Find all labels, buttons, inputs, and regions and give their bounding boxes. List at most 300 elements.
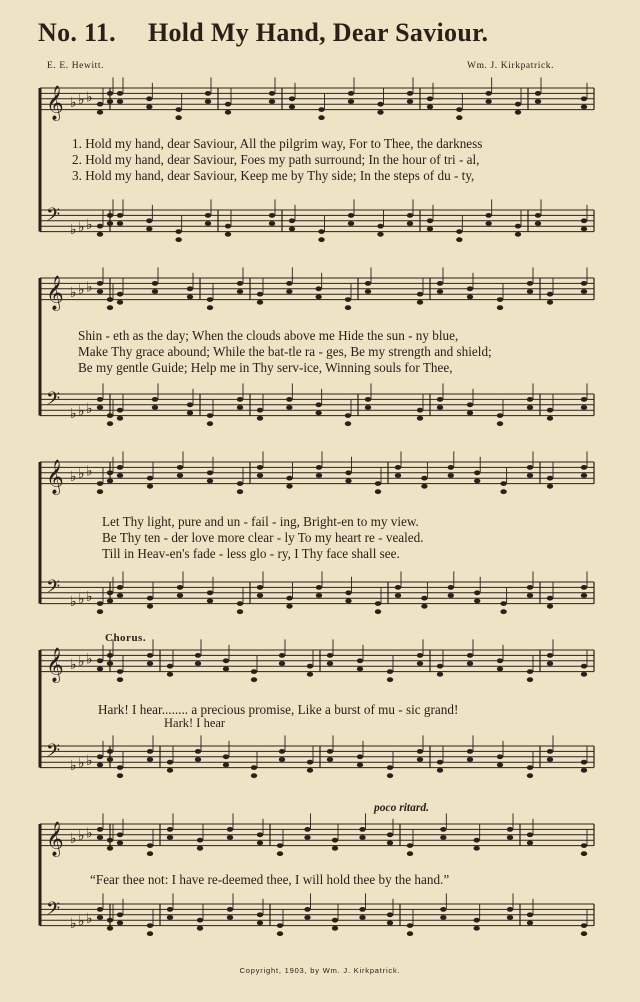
- note-head: [152, 405, 158, 410]
- chorus-line2: “Fear thee not: I have re-deemed thee, I will hold thee by the hand.”: [90, 872, 450, 887]
- note-head: [147, 851, 153, 856]
- note-head: [167, 664, 173, 669]
- bass-clef-icon: 𝄢: [46, 577, 61, 603]
- note-head: [581, 96, 587, 101]
- note-head: [167, 672, 173, 677]
- note-head: [117, 585, 123, 590]
- note-head: [365, 289, 371, 294]
- note-head: [257, 292, 263, 297]
- note-head: [497, 305, 503, 310]
- note-head: [427, 96, 433, 101]
- note-head: [581, 289, 587, 294]
- note-head: [251, 773, 257, 778]
- note-head: [152, 281, 158, 286]
- note-head: [269, 99, 275, 104]
- note-head: [197, 918, 203, 923]
- note-head: [147, 484, 153, 489]
- note-head: [421, 476, 427, 481]
- note-head: [387, 669, 393, 674]
- note-head: [107, 297, 113, 302]
- hymn-number: No. 11.: [38, 18, 116, 47]
- note-head: [387, 773, 393, 778]
- note-head: [237, 289, 243, 294]
- note-head: [117, 473, 123, 478]
- note-head: [237, 601, 243, 606]
- note-head: [417, 300, 423, 305]
- note-head: [467, 653, 473, 658]
- note-head: [225, 110, 231, 115]
- note-head: [377, 232, 383, 237]
- flat-icon: ♭: [86, 463, 93, 480]
- note-head: [315, 295, 321, 300]
- note-head: [581, 105, 587, 110]
- note-head: [387, 921, 393, 926]
- note-head: [304, 915, 310, 920]
- note-head: [387, 677, 393, 682]
- note-head: [97, 763, 103, 768]
- chorus-line1: Hark! I hear........ a precious promise, Like a burst of mu - sic grand!: [98, 702, 459, 717]
- note-head: [581, 664, 587, 669]
- note-head: [327, 757, 333, 762]
- note-head: [147, 604, 153, 609]
- note-head: [251, 669, 257, 674]
- note-head: [365, 281, 371, 286]
- note-head: [474, 590, 480, 595]
- note-head: [225, 224, 231, 229]
- note-head: [177, 593, 183, 598]
- note-head: [456, 107, 462, 112]
- note-head: [437, 397, 443, 402]
- note-head: [117, 99, 123, 104]
- note-head: [407, 213, 413, 218]
- flat-icon: ♭: [70, 94, 77, 111]
- note-head: [225, 102, 231, 107]
- flat-icon: ♭: [70, 284, 77, 301]
- flat-icon: ♭: [86, 910, 93, 927]
- note-head: [225, 232, 231, 237]
- lyricist-credit: E. E. Hewitt.: [47, 61, 105, 71]
- note-head: [547, 749, 553, 754]
- note-head: [345, 305, 351, 310]
- note-head: [195, 757, 201, 762]
- note-head: [304, 835, 310, 840]
- note-head: [257, 408, 263, 413]
- note-head: [187, 295, 193, 300]
- note-head: [474, 479, 480, 484]
- note-head: [251, 765, 257, 770]
- treble-clef-icon: 𝄞: [46, 459, 64, 495]
- note-head: [195, 653, 201, 658]
- note-head: [318, 229, 324, 234]
- note-head: [175, 237, 181, 242]
- note-head: [421, 484, 427, 489]
- note-head: [377, 110, 383, 115]
- verse1-line2: Shin - eth as the day; When the clouds above me Hide the sun - ny blue,: [78, 328, 459, 343]
- note-head: [286, 289, 292, 294]
- verse1-line1: 1. Hold my hand, dear Saviour, All the pilgrim way, For to Thee, the darkness: [72, 136, 483, 151]
- note-head: [237, 609, 243, 614]
- flat-icon: ♭: [86, 279, 93, 296]
- note-head: [332, 926, 338, 931]
- flat-icon: ♭: [70, 594, 77, 611]
- note-head: [456, 229, 462, 234]
- composer-credit: Wm. J. Kirkpatrick.: [467, 61, 555, 71]
- note-head: [485, 99, 491, 104]
- note-head: [187, 411, 193, 416]
- note-head: [97, 289, 103, 294]
- flat-icon: ♭: [78, 219, 85, 236]
- note-head: [107, 846, 113, 851]
- note-head: [515, 232, 521, 237]
- note-head: [207, 470, 213, 475]
- flat-icon: ♭: [70, 222, 77, 239]
- note-head: [107, 470, 113, 475]
- note-head: [107, 305, 113, 310]
- note-head: [535, 213, 541, 218]
- flat-icon: ♭: [86, 588, 93, 605]
- note-head: [289, 227, 295, 232]
- flat-icon: ♭: [78, 403, 85, 420]
- note-head: [387, 765, 393, 770]
- bass-clef-icon: 𝄢: [46, 741, 61, 767]
- note-head: [107, 926, 113, 931]
- note-head: [279, 749, 285, 754]
- note-head: [117, 832, 123, 837]
- note-head: [107, 479, 113, 484]
- note-head: [146, 105, 152, 110]
- note-head: [467, 661, 473, 666]
- note-head: [547, 757, 553, 762]
- note-head: [147, 476, 153, 481]
- flat-icon: ♭: [70, 468, 77, 485]
- note-head: [395, 585, 401, 590]
- note-head: [207, 413, 213, 418]
- note-head: [107, 590, 113, 595]
- flat-icon: ♭: [70, 830, 77, 847]
- flat-icon: ♭: [86, 216, 93, 233]
- note-head: [97, 224, 103, 229]
- note-head: [448, 465, 454, 470]
- note-head: [427, 218, 433, 223]
- note-head: [257, 832, 263, 837]
- note-head: [345, 479, 351, 484]
- note-head: [437, 768, 443, 773]
- note-head: [375, 601, 381, 606]
- note-head: [117, 921, 123, 926]
- note-head: [197, 846, 203, 851]
- note-head: [485, 91, 491, 96]
- note-head: [500, 481, 506, 486]
- note-head: [195, 749, 201, 754]
- note-head: [152, 397, 158, 402]
- note-head: [387, 832, 393, 837]
- note-head: [177, 465, 183, 470]
- note-head: [407, 99, 413, 104]
- verse2-line2: Make Thy grace abound; While the bat-tle ra - ges, Be my strength and shield;: [78, 344, 492, 359]
- note-head: [207, 479, 213, 484]
- note-head: [257, 465, 263, 470]
- note-head: [316, 585, 322, 590]
- note-head: [97, 915, 103, 920]
- chorus-echo: Hark! I hear: [164, 716, 226, 730]
- note-head: [117, 292, 123, 297]
- verse1-line3: Let Thy light, pure and un - fail - ing, Bright-en to my view.: [102, 514, 419, 529]
- note-head: [307, 664, 313, 669]
- note-head: [581, 851, 587, 856]
- note-head: [547, 292, 553, 297]
- note-head: [286, 596, 292, 601]
- note-head: [375, 489, 381, 494]
- note-head: [146, 218, 152, 223]
- note-head: [345, 599, 351, 604]
- note-head: [497, 421, 503, 426]
- note-head: [227, 915, 233, 920]
- note-head: [147, 931, 153, 936]
- note-head: [327, 653, 333, 658]
- note-head: [407, 851, 413, 856]
- note-head: [97, 110, 103, 115]
- note-head: [581, 843, 587, 848]
- note-head: [289, 105, 295, 110]
- note-head: [348, 221, 354, 226]
- flat-icon: ♭: [86, 400, 93, 417]
- note-head: [474, 599, 480, 604]
- note-head: [421, 596, 427, 601]
- flat-icon: ♭: [78, 755, 85, 772]
- note-head: [286, 397, 292, 402]
- note-head: [286, 484, 292, 489]
- note-head: [357, 763, 363, 768]
- note-head: [467, 295, 473, 300]
- note-head: [497, 658, 503, 663]
- note-head: [147, 843, 153, 848]
- note-head: [497, 297, 503, 302]
- note-head: [269, 91, 275, 96]
- note-head: [527, 405, 533, 410]
- flat-icon: ♭: [70, 916, 77, 933]
- note-head: [437, 672, 443, 677]
- note-head: [147, 923, 153, 928]
- note-head: [527, 281, 533, 286]
- note-head: [207, 305, 213, 310]
- note-head: [117, 213, 123, 218]
- note-head: [147, 653, 153, 658]
- note-head: [500, 601, 506, 606]
- note-heads: [97, 77, 587, 936]
- note-head: [237, 397, 243, 402]
- note-head: [547, 416, 553, 421]
- note-head: [97, 907, 103, 912]
- note-head: [332, 838, 338, 843]
- note-head: [421, 604, 427, 609]
- note-head: [440, 907, 446, 912]
- note-head: [207, 421, 213, 426]
- note-head: [107, 221, 113, 226]
- note-head: [417, 749, 423, 754]
- note-head: [187, 402, 193, 407]
- bass-clef-icon: 𝄢: [46, 389, 61, 415]
- note-head: [348, 91, 354, 96]
- note-head: [223, 754, 229, 759]
- note-head: [467, 402, 473, 407]
- note-head: [286, 476, 292, 481]
- note-head: [395, 593, 401, 598]
- note-head: [359, 835, 365, 840]
- note-head: [97, 397, 103, 402]
- note-head: [167, 915, 173, 920]
- note-head: [417, 757, 423, 762]
- note-head: [316, 593, 322, 598]
- note-head: [307, 768, 313, 773]
- note-head: [117, 300, 123, 305]
- note-head: [527, 669, 533, 674]
- note-head: [497, 763, 503, 768]
- note-head: [375, 609, 381, 614]
- note-head: [507, 827, 513, 832]
- note-head: [417, 653, 423, 658]
- note-head: [257, 300, 263, 305]
- tempo-marking: poco ritard.: [374, 802, 429, 814]
- note-head: [527, 465, 533, 470]
- note-head: [147, 757, 153, 762]
- note-head: [237, 489, 243, 494]
- verse2-line3: Be Thy ten - der love more clear - ly To my heart re - vealed.: [102, 530, 424, 545]
- note-head: [227, 835, 233, 840]
- note-head: [227, 907, 233, 912]
- note-head: [473, 838, 479, 843]
- note-head: [547, 653, 553, 658]
- note-head: [507, 835, 513, 840]
- note-head: [527, 921, 533, 926]
- note-head: [507, 907, 513, 912]
- note-head: [515, 110, 521, 115]
- note-head: [286, 405, 292, 410]
- note-head: [277, 843, 283, 848]
- note-head: [107, 91, 113, 96]
- note-head: [117, 221, 123, 226]
- note-head: [257, 593, 263, 598]
- note-head: [345, 413, 351, 418]
- note-head: [107, 918, 113, 923]
- note-head: [357, 667, 363, 672]
- note-head: [175, 107, 181, 112]
- note-head: [117, 408, 123, 413]
- verse3-line2: Be my gentle Guide; Help me in Thy serv-ice, Winning souls for Thee,: [78, 360, 453, 375]
- note-head: [467, 749, 473, 754]
- note-head: [467, 757, 473, 762]
- note-head: [97, 489, 103, 494]
- flat-icon: ♭: [86, 651, 93, 668]
- verse2-line1: 2. Hold my hand, dear Saviour, Foes my path surround; In the hour of tri - al,: [72, 152, 480, 167]
- treble-clef-icon: 𝄞: [46, 647, 64, 683]
- copyright-notice: Copyright, 1903, by Wm. J. Kirkpatrick.: [239, 966, 401, 975]
- note-head: [117, 765, 123, 770]
- note-head: [279, 653, 285, 658]
- note-head: [237, 481, 243, 486]
- note-head: [547, 408, 553, 413]
- note-head: [581, 923, 587, 928]
- treble-clef-icon: 𝄞: [46, 275, 64, 311]
- note-head: [535, 99, 541, 104]
- note-head: [327, 661, 333, 666]
- flat-icon: ♭: [78, 466, 85, 483]
- verse3-line3: Till in Heav-en's fade - less glo - ry, I Thy face shall see.: [102, 546, 400, 561]
- note-head: [527, 912, 533, 917]
- note-head: [581, 227, 587, 232]
- note-head: [581, 397, 587, 402]
- note-head: [147, 749, 153, 754]
- note-head: [359, 907, 365, 912]
- note-head: [437, 664, 443, 669]
- note-head: [251, 677, 257, 682]
- note-head: [257, 585, 263, 590]
- note-head: [581, 760, 587, 765]
- flat-icon: ♭: [86, 89, 93, 106]
- hymn-title: Hold My Hand, Dear Saviour.: [147, 18, 489, 47]
- note-head: [318, 237, 324, 242]
- note-head: [527, 585, 533, 590]
- note-head: [207, 297, 213, 302]
- note-head: [97, 609, 103, 614]
- note-head: [107, 838, 113, 843]
- note-head: [237, 405, 243, 410]
- note-head: [107, 599, 113, 604]
- note-head: [318, 107, 324, 112]
- note-head: [304, 907, 310, 912]
- note-head: [377, 224, 383, 229]
- note-head: [147, 596, 153, 601]
- note-head: [107, 757, 113, 762]
- flat-icon: ♭: [86, 825, 93, 842]
- note-head: [547, 661, 553, 666]
- note-head: [348, 213, 354, 218]
- flat-icon: ♭: [86, 752, 93, 769]
- note-head: [107, 213, 113, 218]
- note-head: [117, 669, 123, 674]
- note-head: [395, 473, 401, 478]
- note-head: [473, 918, 479, 923]
- note-head: [107, 413, 113, 418]
- note-head: [177, 473, 183, 478]
- note-head: [97, 481, 103, 486]
- treble-clef-icon: 𝄞: [46, 821, 64, 857]
- note-head: [223, 667, 229, 672]
- note-head: [485, 221, 491, 226]
- chorus-label: Chorus.: [105, 632, 147, 644]
- note-head: [387, 841, 393, 846]
- note-head: [437, 289, 443, 294]
- note-head: [547, 596, 553, 601]
- note-head: [485, 213, 491, 218]
- note-head: [117, 91, 123, 96]
- note-head: [107, 661, 113, 666]
- flat-icon: ♭: [78, 654, 85, 671]
- note-head: [304, 827, 310, 832]
- note-head: [456, 115, 462, 120]
- note-head: [97, 658, 103, 663]
- note-head: [146, 227, 152, 232]
- note-head: [365, 397, 371, 402]
- note-head: [227, 827, 233, 832]
- note-head: [387, 912, 393, 917]
- flat-icon: ♭: [70, 406, 77, 423]
- note-head: [223, 763, 229, 768]
- note-head: [286, 281, 292, 286]
- note-head: [307, 760, 313, 765]
- note-head: [117, 677, 123, 682]
- note-head: [269, 221, 275, 226]
- note-head: [365, 405, 371, 410]
